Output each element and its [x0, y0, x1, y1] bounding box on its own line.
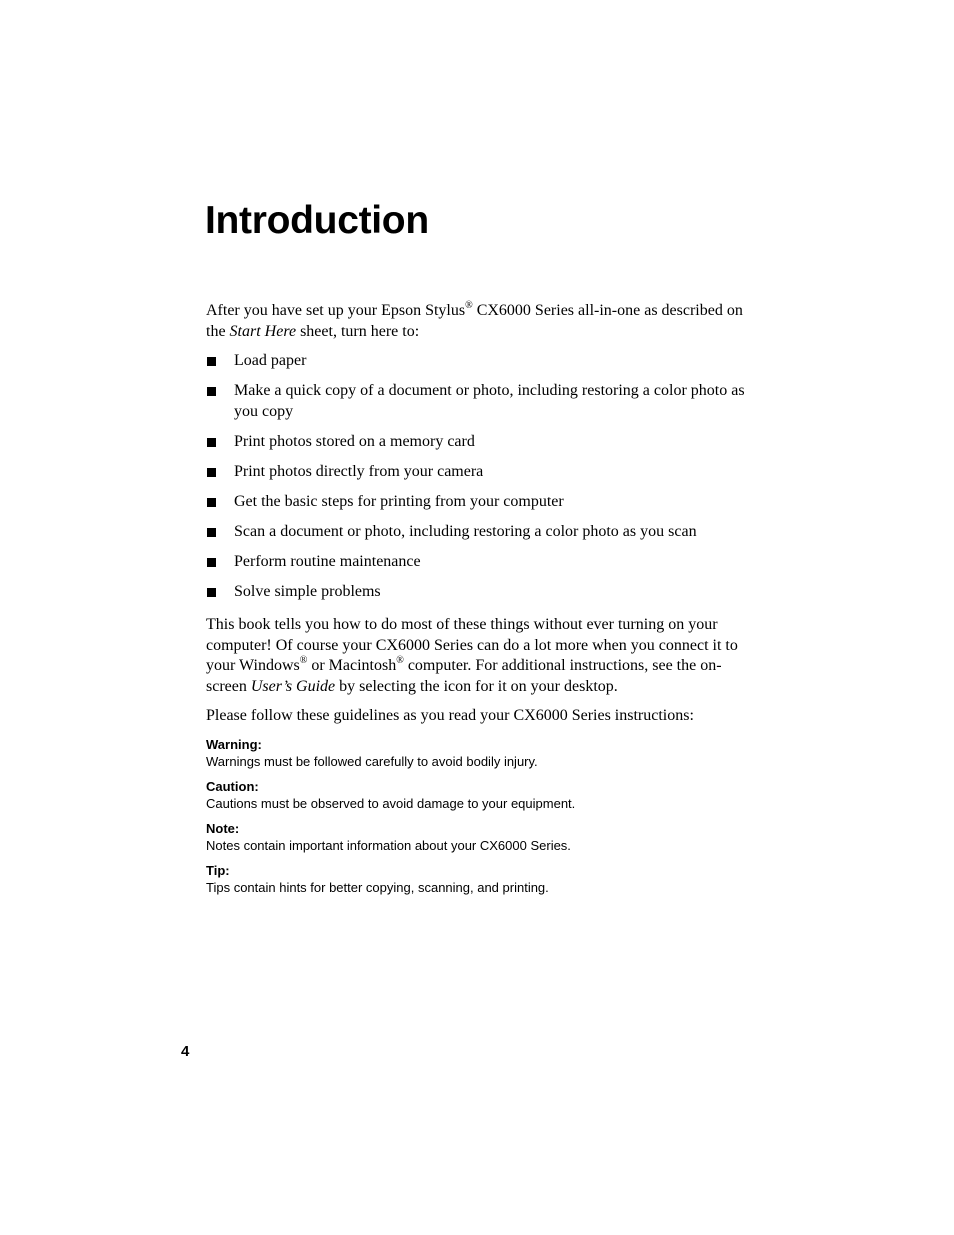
users-guide-title: User’s Guide — [250, 677, 336, 695]
list-item — [206, 582, 751, 603]
task-list — [206, 351, 751, 602]
registered-mark: ® — [396, 654, 404, 666]
guidelines-paragraph: Please follow these guidelines as you read your CX6000 Series instructions: — [206, 707, 694, 724]
notice-text: Notes contain important information about your CX6000 Series. — [206, 837, 571, 853]
body-paragraph — [206, 615, 751, 697]
body-text: This book tells you how to do most of these things without ever turning on your computer! Of course your CX6000 Series can do a lot more when you connect it to your Windows — [206, 616, 738, 674]
list-item-text: Scan a document or photo, including restoring a color photo as you scan — [234, 522, 697, 540]
square-bullet-icon — [207, 468, 216, 477]
list-item — [206, 462, 751, 483]
notice-label: Warning: — [206, 736, 262, 752]
body-text: by selecting the icon for it on your desktop. — [335, 677, 618, 695]
list-item — [206, 351, 751, 372]
page-number: 4 — [181, 1043, 190, 1060]
list-item-text: Make a quick copy of a document or photo, including restoring a color photo as you copy — [234, 382, 745, 420]
list-item — [206, 522, 751, 543]
page-title: Introduction — [205, 199, 429, 242]
start-here-title: Start Here — [229, 322, 297, 340]
body-text: computer. For additional instructions, see the on-screen — [206, 657, 722, 695]
intro-text: sheet, turn here to: — [296, 322, 420, 340]
notice-label: Tip: — [206, 862, 230, 878]
notice-label: Caution: — [206, 778, 259, 794]
registered-mark: ® — [299, 654, 308, 666]
intro-paragraph — [206, 301, 751, 342]
square-bullet-icon — [207, 528, 216, 537]
list-item-text: Print photos directly from your camera — [234, 462, 484, 480]
square-bullet-icon — [207, 588, 216, 597]
notice-text: Tips contain hints for better copying, scanning, and printing. — [206, 879, 549, 895]
notice-text: Cautions must be observed to avoid damage to your equipment. — [206, 795, 576, 811]
square-bullet-icon — [207, 498, 216, 507]
page-content — [206, 301, 751, 904]
registered-mark: ® — [465, 299, 473, 311]
body-text: or Macintosh — [307, 657, 397, 674]
list-item — [206, 552, 751, 573]
square-bullet-icon — [207, 387, 216, 396]
list-item — [206, 432, 751, 453]
list-item-text: Get the basic steps for printing from your computer — [234, 492, 564, 510]
note-notice — [206, 820, 751, 854]
list-item-text: Perform routine maintenance — [234, 552, 421, 570]
caution-notice — [206, 778, 751, 812]
square-bullet-icon — [207, 357, 216, 366]
intro-text: After you have set up your Epson Stylus — [206, 302, 466, 319]
list-item — [206, 381, 751, 422]
list-item-text: Load paper — [234, 352, 307, 369]
list-item — [206, 492, 751, 513]
warning-notice — [206, 736, 751, 770]
notice-label: Note: — [206, 820, 240, 836]
list-item-text: Solve simple problems — [234, 582, 381, 600]
square-bullet-icon — [207, 558, 216, 567]
list-item-text: Print photos stored on a memory card — [234, 432, 475, 450]
tip-notice — [206, 862, 751, 896]
square-bullet-icon — [207, 438, 216, 447]
intro-text: CX6000 Series all-in-one as described on the — [206, 302, 743, 340]
notice-text: Warnings must be followed carefully to avoid bodily injury. — [206, 753, 538, 769]
